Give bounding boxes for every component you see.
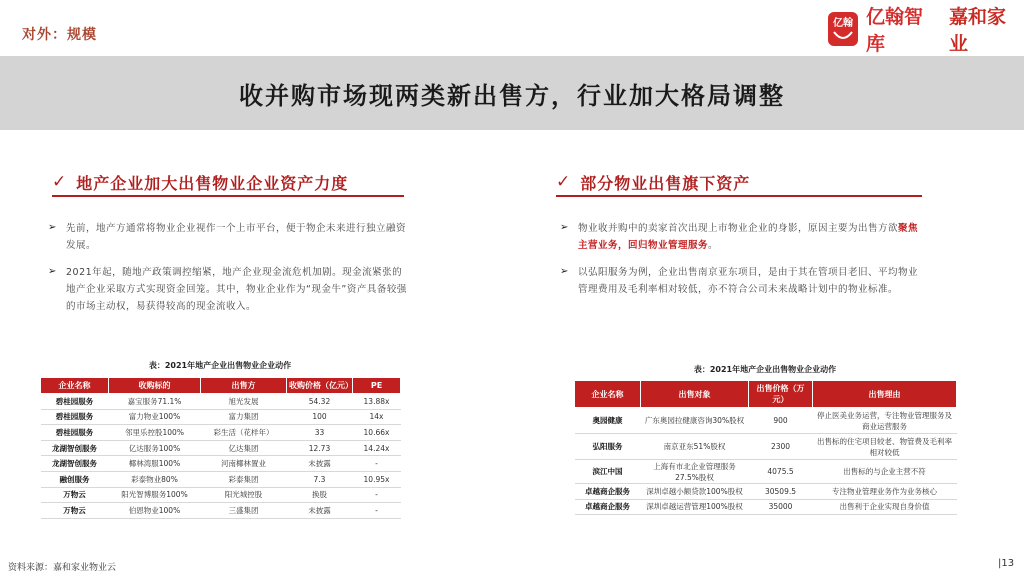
page-number: |13 [998, 558, 1015, 569]
table-row: 万物云 阳光智博服务100% 阳光城控股 换股 - [41, 487, 401, 503]
table-row: 碧桂园服务 嘉宝服务71.1% 旭光发展 54.32 13.88x [41, 394, 401, 410]
left-heading-rule [52, 195, 404, 197]
right-bullet-1: ➢ 物业收并购中的卖家首次出现上市物业企业的身影，原因主要为出售方欲聚焦主营业务，回归物业管理服务。 [560, 220, 920, 254]
table-row: 万物云 伯恩物业100% 三盛集团 未披露 - [41, 503, 401, 519]
page-title: 收并购市场现两类新出售方，行业加大格局调整 [239, 80, 785, 110]
left-bullet-1: ➢ 先前，地产方通常将物业企业视作一个上市平台，便于物企未来进行独立融资发展。 [48, 220, 410, 254]
arrow-bullet-icon: ➢ [48, 266, 57, 277]
col-header: 出售方 [201, 378, 287, 394]
right-bullet-2: ➢ 以弘阳服务为例，企业出售南京亚东项目，是由于其在管项目老旧、平均物业管理费用及毛利率相对较低，亦不符合公司未来战略计划中的物业标准。 [560, 264, 920, 298]
table-row: 奥园健康 广东奥园拉健康咨询30%股权 900 停止医美业务运营，专注物业管理服务及商业运营服务 [575, 408, 957, 434]
logo-mark-char: 亿翰 [833, 18, 853, 29]
table-row: 弘阳服务 南京亚东51%股权 2300 出售标的住宅项目较老、物管费及毛利率相对较低 [575, 434, 957, 460]
left-table [40, 377, 401, 519]
table-row: 卓越商企服务 深圳卓越小额贷款100%股权 30509.5 专注物业管理业务作为业务核心 [575, 484, 957, 500]
col-header: 出售理由 [813, 381, 957, 408]
table-row: 卓越商企服务 深圳卓越运营管理100%股权 35000 出售利于企业实现自身价值 [575, 499, 957, 515]
right-heading-rule [556, 195, 922, 197]
col-header: 企业名称 [575, 381, 641, 408]
arrow-bullet-icon: ➢ [48, 222, 57, 233]
table-row: 龙湖智创服务 椰林湾服100% 河南椰林置业 未披露 - [41, 456, 401, 472]
section-label: 对外：规模 [22, 27, 97, 43]
right-table-caption: 表：2021年地产企业出售物业企业动作 [693, 365, 837, 374]
arrow-bullet-icon: ➢ [560, 222, 569, 233]
title-band [0, 56, 1024, 130]
logo-text-yihan: 亿翰智库 [866, 6, 924, 55]
checkmark-icon: ✓ [52, 172, 67, 192]
col-header: 企业名称 [41, 378, 109, 394]
brand-logo [826, 6, 1024, 55]
table-row: 碧桂园服务 邻里乐控股100% 彩生活（花样年） 33 10.66x [41, 425, 401, 441]
highlight-text: 聚焦主营业务，回归物业管理服务 [578, 223, 919, 251]
arrow-bullet-icon: ➢ [560, 266, 569, 277]
checkmark-icon: ✓ [556, 172, 571, 192]
source-note: 资料来源：嘉和家业物业云 [8, 563, 117, 573]
right-heading-text: 部分物业出售旗下资产 [580, 173, 751, 193]
left-heading-text: 地产企业加大出售物业企业资产力度 [76, 173, 349, 193]
left-bullets [48, 220, 410, 325]
table-row: 融创服务 彩泰物业80% 彩泰集团 7.3 10.95x [41, 471, 401, 487]
col-header: PE [353, 378, 401, 394]
table-row: 碧桂园服务 富力物业100% 富力集团 100 14x [41, 409, 401, 425]
left-bullet-2: ➢ 2021年起，随地产政策调控缩紧，地产企业现金流危机加剧。现金流紧张的地产企业采取方式实现资金回笼。其中，物业企业作为“现金牛”资产具备较强的市场主动权，易获得较高的现金流收入。 [48, 264, 410, 315]
col-header: 收购标的 [109, 378, 201, 394]
table-row: 龙湖智创服务 亿达服务100% 亿达集团 12.73 14.24x [41, 440, 401, 456]
left-table-caption: 表：2021年地产企业出售物业企业动作 [148, 361, 292, 370]
right-table [574, 380, 957, 515]
right-bullets [560, 220, 920, 308]
left-table-header [41, 378, 401, 394]
col-header: 收购价格（亿元） [287, 378, 353, 394]
right-table-header [575, 381, 957, 408]
logo-mark-icon [826, 10, 860, 48]
right-section-heading [556, 170, 750, 194]
logo-text-jiahe: 嘉和家业 [949, 6, 1007, 55]
table-row: 滨江中国 上海有市北企业管理服务27.5%股权 4075.5 出售标的与企业主营不符 [575, 460, 957, 484]
col-header: 出售价格（万元） [749, 381, 813, 408]
left-section-heading [52, 170, 348, 194]
col-header: 出售对象 [641, 381, 749, 408]
